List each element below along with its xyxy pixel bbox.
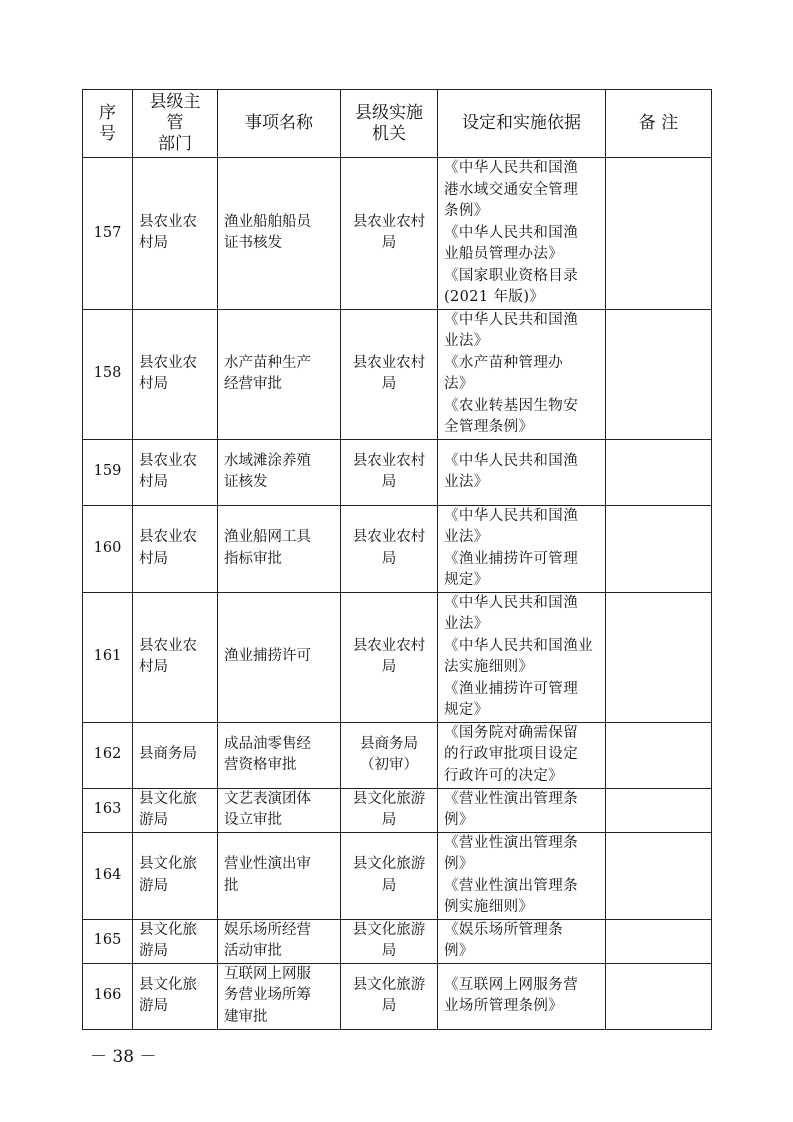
cell-agency-line: 县农业农村 [352,354,426,371]
cell-agency-line: 局 [381,877,397,894]
cell-legal-basis-line: 《水产苗种管理办 [444,354,564,371]
table-row [83,963,712,1029]
cell-item-name-line: 水域滩涂养殖 [224,452,311,469]
cell-item-name [218,158,341,310]
cell-legal-basis-line: 《营业性演出管理条 [444,877,579,894]
cell-legal-basis-line: 规定》 [444,572,489,588]
cell-agency [341,309,438,439]
cell-department-line: 游局 [139,877,168,894]
cell-legal-basis-line: 例实施细则》 [444,899,534,915]
cell-legal-basis-line: 《中华人民共和国渔 [444,452,579,469]
cell-remarks [606,832,712,919]
table-row [83,592,712,722]
cell-department [133,919,218,963]
cell-legal-basis-line: 《渔业捕捞许可管理 [444,680,579,697]
cell-remarks [606,919,712,963]
cell-item-name-line: 证书核发 [224,235,282,252]
cell-legal-basis-line: 《农业转基因生物安 [444,397,579,414]
cell-item-name-line: 证核发 [224,474,268,490]
cell-legal-basis-line: 《国家职业资格目录 [444,267,579,284]
cell-department-line: 游局 [139,998,168,1014]
cell-legal-basis-line: 《娱乐场所管理条 [444,921,564,938]
cell-serial-number: 157 [83,158,133,310]
cell-department-line: 村局 [139,550,168,567]
cell-department-line: 县文化旅 [139,976,197,993]
cell-agency-line: 县农业农村 [352,452,426,469]
cell-agency-line: 局 [381,812,397,828]
cell-item-name-line: 水产苗种生产 [224,354,311,371]
cell-item-name [218,832,341,919]
cell-item-name-line: 活动审批 [224,943,282,959]
cell-item-name-line: 成品油零售经 [224,735,311,752]
cell-item-name [218,592,341,722]
cell-agency-line: 县商务局 [360,735,418,752]
cell-department-line: 村局 [139,659,168,675]
cell-department-line: 游局 [139,943,168,959]
cell-legal-basis [438,592,606,722]
cell-department [133,963,218,1029]
cell-agency-line: 县农业农村 [352,529,426,545]
cell-legal-basis [438,158,606,310]
cell-department [133,309,218,439]
cell-agency-line: 局 [381,474,397,490]
cell-serial-number: 158 [83,309,133,439]
cell-serial-number: 165 [83,919,133,963]
cell-serial-number: 166 [83,963,133,1029]
cell-item-name-line: 设立审批 [224,812,282,828]
cell-department-line: 县农业农 [139,637,197,654]
cell-remarks [606,788,712,832]
cell-remarks [606,963,712,1029]
cell-legal-basis-line: 例》 [444,812,474,828]
header-remarks [606,90,712,158]
cell-agency-line: 局 [381,659,397,675]
cell-agency-line: 局 [381,235,397,252]
cell-legal-basis-line: 《营业性演出管理条 [444,790,579,807]
cell-item-name [218,439,341,505]
cell-item-name [218,505,341,592]
cell-agency [341,722,438,788]
cell-item-name-line: 文艺表演团体 [224,790,311,807]
cell-legal-basis-line: 业法》 [444,333,489,349]
header-text-line: 备 注 [638,113,679,133]
table-header-row [83,90,712,158]
cell-agency-line: 县农业农村 [352,213,426,230]
cell-item-name-line: 渔业捕捞许可 [224,648,311,665]
cell-agency-line: 县农业农村 [352,637,426,654]
header-text-line: 县级实施 [355,102,423,123]
cell-item-name-line: 渔业船网工具 [224,529,311,545]
cell-legal-basis-line: 《渔业捕捞许可管理 [444,550,579,567]
cell-agency-line: （初审） [360,757,418,773]
cell-department [133,505,218,592]
cell-department-line: 县商务局 [139,746,197,763]
cell-item-name-line: 务营业场所筹 [224,987,311,1004]
cell-legal-basis-line: 业法》 [444,474,489,490]
cell-agency-line: 局 [381,376,397,392]
cell-department-line: 村局 [139,376,168,392]
cell-legal-basis-line: 全管理条例》 [444,419,534,435]
cell-agency [341,832,438,919]
cell-agency [341,788,438,832]
header-legal-basis [438,90,606,158]
cell-legal-basis-line: 规定》 [444,702,489,718]
cell-legal-basis [438,505,606,592]
cell-remarks [606,158,712,310]
header-item-name [218,90,341,158]
cell-department-line: 县农业农 [139,452,197,469]
cell-agency-line: 县文化旅游 [352,790,426,807]
cell-legal-basis-line: 业法》 [444,616,489,632]
header-text-line: 县级主 [149,92,201,112]
cell-legal-basis [438,309,606,439]
cell-department [133,832,218,919]
header-text-line: 事项名称 [245,113,313,133]
cell-item-name-line: 经营审批 [224,376,282,392]
cell-department-line: 县农业农 [139,529,197,545]
header-text-line: 序 [99,102,116,123]
cell-legal-basis-line: 《中华人民共和国渔 [444,594,579,611]
cell-legal-basis-line: 例》 [444,856,474,872]
cell-agency [341,963,438,1029]
header-text-line: 部门 [158,134,192,154]
cell-item-name-line: 互联网上网服 [224,965,311,982]
cell-item-name-line: 渔业船舶船员 [224,213,311,230]
cell-department-line: 县农业农 [139,354,197,371]
header-serial-number [83,90,133,158]
cell-item-name-line: 营业性演出审 [224,856,311,872]
cell-item-name-line: 建审批 [224,1008,268,1025]
header-text-line: 设定和实施依据 [462,113,581,133]
table-row [83,158,712,310]
cell-legal-basis-line: 港水域交通安全管理 [444,181,579,198]
cell-department [133,592,218,722]
cell-legal-basis-line: 《中华人民共和国渔 [444,507,579,524]
cell-legal-basis-line: 业场所管理条例》 [444,998,564,1014]
cell-item-name-line: 指标审批 [224,550,282,567]
cell-legal-basis-line: 业船员管理办法》 [444,246,564,262]
header-text-line: 管 [166,113,184,133]
cell-serial-number: 161 [83,592,133,722]
cell-remarks [606,592,712,722]
header-supervising-department [133,90,218,158]
cell-remarks [606,505,712,592]
header-implementing-agency [341,90,438,158]
table-row [83,832,712,919]
cell-department-line: 村局 [139,235,168,252]
approval-items-table [82,89,712,1030]
cell-item-name [218,788,341,832]
cell-legal-basis [438,919,606,963]
table-row [83,439,712,505]
cell-legal-basis-line: 《互联网上网服务营 [444,976,579,993]
table-row [83,309,712,439]
cell-legal-basis [438,722,606,788]
cell-agency-line: 局 [381,998,397,1014]
cell-legal-basis-line: 《中华人民共和国渔 [444,311,579,328]
cell-legal-basis-line: 条例》 [444,203,489,219]
cell-serial-number: 162 [83,722,133,788]
cell-item-name [218,919,341,963]
cell-legal-basis-line: 《中华人民共和国渔 [444,160,579,176]
cell-department-line: 县文化旅 [139,790,197,807]
cell-remarks [606,309,712,439]
cell-item-name-line: 批 [224,877,239,894]
cell-department [133,158,218,310]
cell-agency-line: 县文化旅游 [352,976,426,993]
cell-legal-basis [438,439,606,505]
cell-legal-basis [438,832,606,919]
cell-legal-basis-line: 法实施细则》 [444,659,534,675]
cell-legal-basis-line: 《营业性演出管理条 [444,834,579,851]
cell-agency-line: 局 [381,550,397,567]
header-text-line: 号 [99,123,116,144]
cell-serial-number: 160 [83,505,133,592]
cell-legal-basis-line: 法》 [444,376,474,392]
cell-agency-line: 局 [381,943,397,959]
cell-department-line: 县农业农 [139,213,197,230]
cell-legal-basis-line: 《中华人民共和国渔业 [444,637,593,654]
cell-serial-number: 163 [83,788,133,832]
cell-remarks [606,439,712,505]
cell-agency-line: 县文化旅游 [352,921,426,938]
cell-department [133,788,218,832]
cell-legal-basis-line: (2021 年版)》 [444,289,545,305]
cell-serial-number: 164 [83,832,133,919]
cell-legal-basis-line: 《中华人民共和国渔 [444,224,579,241]
cell-legal-basis-line: 的行政审批项目设定 [444,746,579,763]
cell-department-line: 村局 [139,474,168,490]
cell-agency-line: 县文化旅游 [352,856,426,872]
cell-legal-basis [438,788,606,832]
table-row [83,505,712,592]
cell-remarks [606,722,712,788]
table-row [83,722,712,788]
cell-department-line: 游局 [139,812,168,828]
cell-item-name [218,309,341,439]
cell-department-line: 县文化旅 [139,921,197,938]
cell-department [133,439,218,505]
cell-serial-number: 159 [83,439,133,505]
header-text-line: 机关 [372,123,406,144]
cell-legal-basis [438,963,606,1029]
cell-item-name-line: 营资格审批 [224,757,297,773]
page-number: － 38 － [90,1047,157,1067]
cell-agency [341,439,438,505]
cell-agency [341,505,438,592]
cell-agency [341,592,438,722]
cell-item-name-line: 娱乐场所经营 [224,921,311,938]
cell-department-line: 县文化旅 [139,856,197,872]
cell-agency [341,158,438,310]
cell-legal-basis-line: 例》 [444,943,474,959]
cell-legal-basis-line: 行政许可的决定》 [444,767,564,784]
cell-legal-basis-line: 业法》 [444,529,489,545]
cell-legal-basis-line: 《国务院对确需保留 [444,724,579,741]
cell-item-name [218,722,341,788]
table-row [83,919,712,963]
table-row [83,788,712,832]
cell-item-name [218,963,341,1029]
cell-department [133,722,218,788]
cell-agency [341,919,438,963]
